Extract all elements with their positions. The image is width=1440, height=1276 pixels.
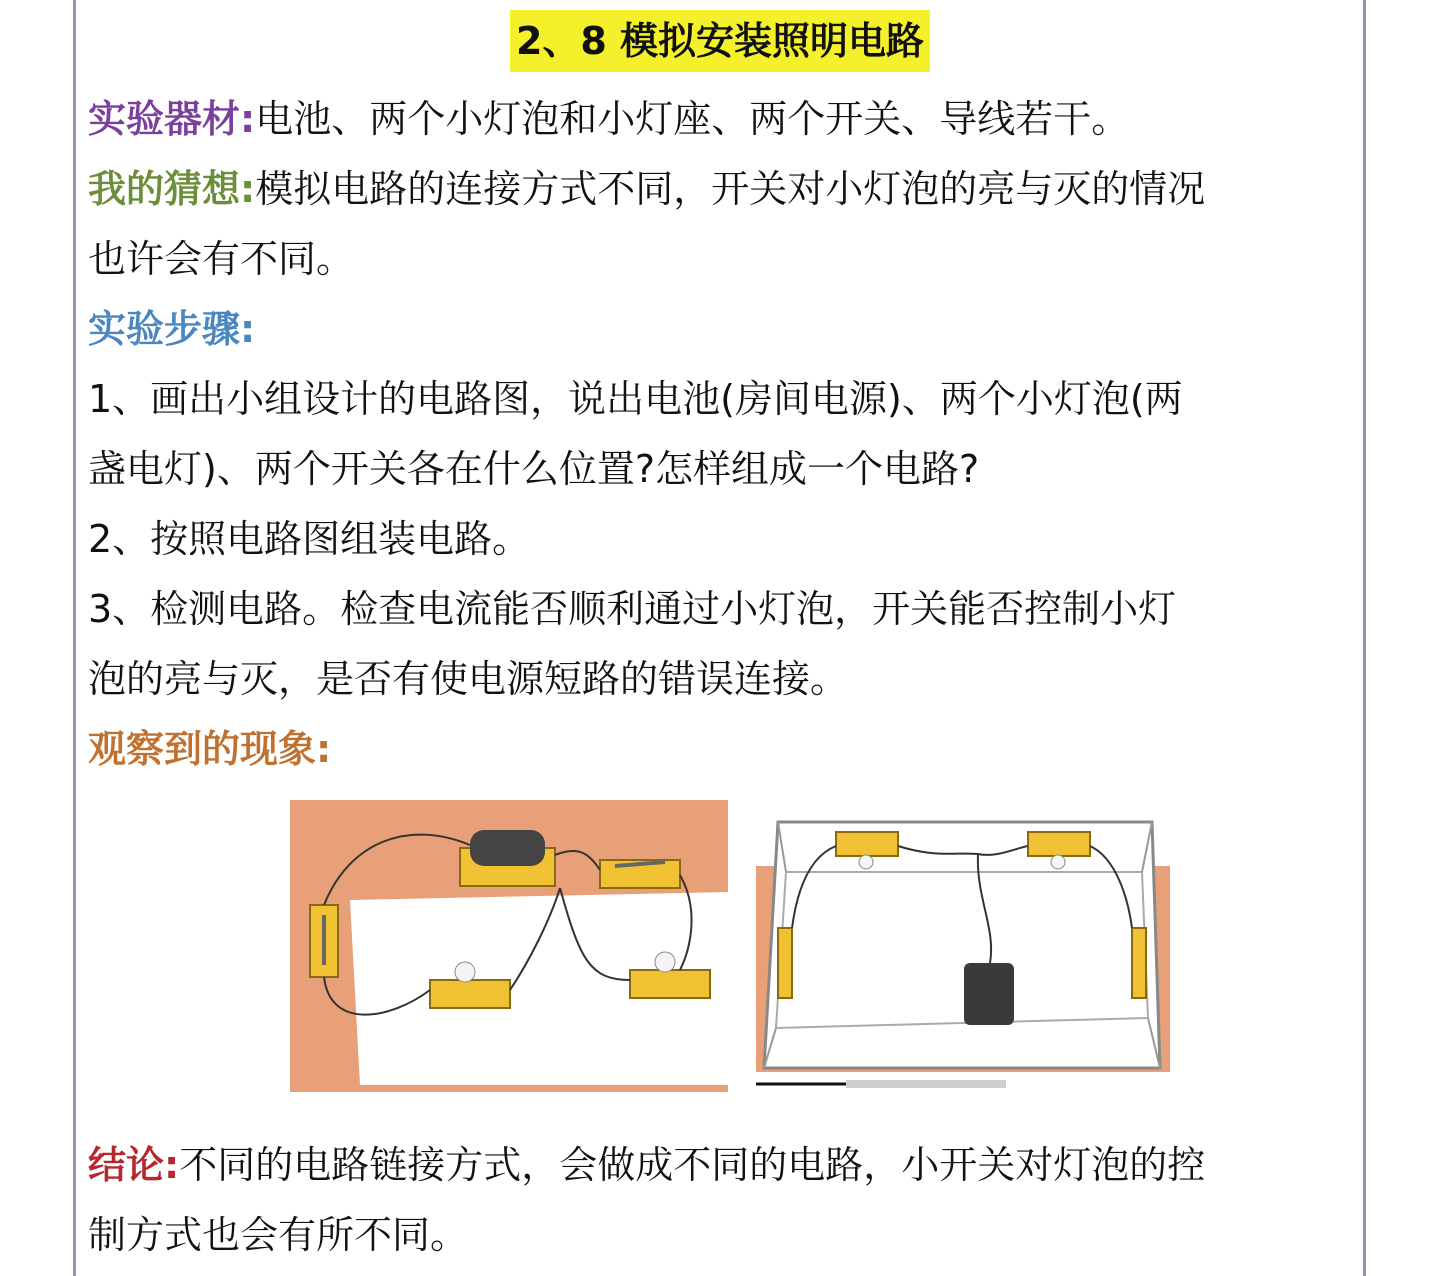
bulb-1 bbox=[455, 962, 475, 982]
page-border-left bbox=[73, 0, 76, 1276]
wall-switch-right bbox=[1132, 928, 1146, 998]
main-content bbox=[88, 84, 1356, 784]
ceiling-lamp-2 bbox=[1028, 832, 1090, 856]
observation-figures bbox=[290, 800, 1170, 1092]
conclusion-label: 结论: bbox=[88, 1143, 180, 1187]
conclusion-text-line2: 制方式也会有所不同。 bbox=[88, 1213, 469, 1257]
materials-text: 电池、两个小灯泡和小灯座、两个开关、导线若干。 bbox=[255, 97, 1130, 141]
materials-section bbox=[88, 84, 1356, 154]
circuit-board-illustration bbox=[290, 800, 728, 1092]
wall-switch-left bbox=[778, 928, 792, 998]
page-title: 2、8 模拟安装照明电路 bbox=[510, 10, 930, 72]
step-line: 泡的亮与灭，是否有使电源短路的错误连接。 bbox=[88, 657, 849, 701]
conclusion-text-line1: 不同的电路链接方式，会做成不同的电路，小开关对灯泡的控 bbox=[179, 1143, 1206, 1187]
room-floor bbox=[776, 872, 1148, 1028]
guess-text-line1: 模拟电路的连接方式不同，开关对小灯泡的亮与灭的情况 bbox=[255, 167, 1206, 211]
steps-label: 实验步骤: bbox=[88, 307, 256, 351]
step-line: 盏电灯)、两个开关各在什么位置?怎样组成一个电路? bbox=[88, 447, 980, 491]
bulb-2 bbox=[655, 952, 675, 972]
conclusion-section bbox=[88, 1130, 1356, 1270]
battery-box bbox=[964, 963, 1014, 1025]
bulb-holder-1 bbox=[430, 980, 510, 1008]
guess-label: 我的猜想: bbox=[88, 167, 256, 211]
step-line: 2、按照电路图组装电路。 bbox=[88, 517, 531, 561]
title-container bbox=[0, 10, 1440, 72]
conclusion-line1-wrap bbox=[88, 1130, 1356, 1200]
observation-label: 观察到的现象: bbox=[88, 727, 332, 771]
step-line: 1、画出小组设计的电路图，说出电池(房间电源)、两个小灯泡(两 bbox=[88, 377, 1183, 421]
guess-section bbox=[88, 154, 1356, 224]
model-room-illustration bbox=[756, 818, 1170, 1092]
bulb-holder-2 bbox=[630, 970, 710, 998]
ceiling-lamp-1 bbox=[836, 832, 898, 856]
materials-label: 实验器材: bbox=[88, 97, 256, 141]
step-line: 3、检测电路。检查电流能否顺利通过小灯泡，开关能否控制小灯 bbox=[88, 587, 1177, 631]
guess-text-line2: 也许会有不同。 bbox=[88, 237, 355, 281]
battery bbox=[470, 830, 545, 866]
page-border-right bbox=[1363, 0, 1366, 1276]
